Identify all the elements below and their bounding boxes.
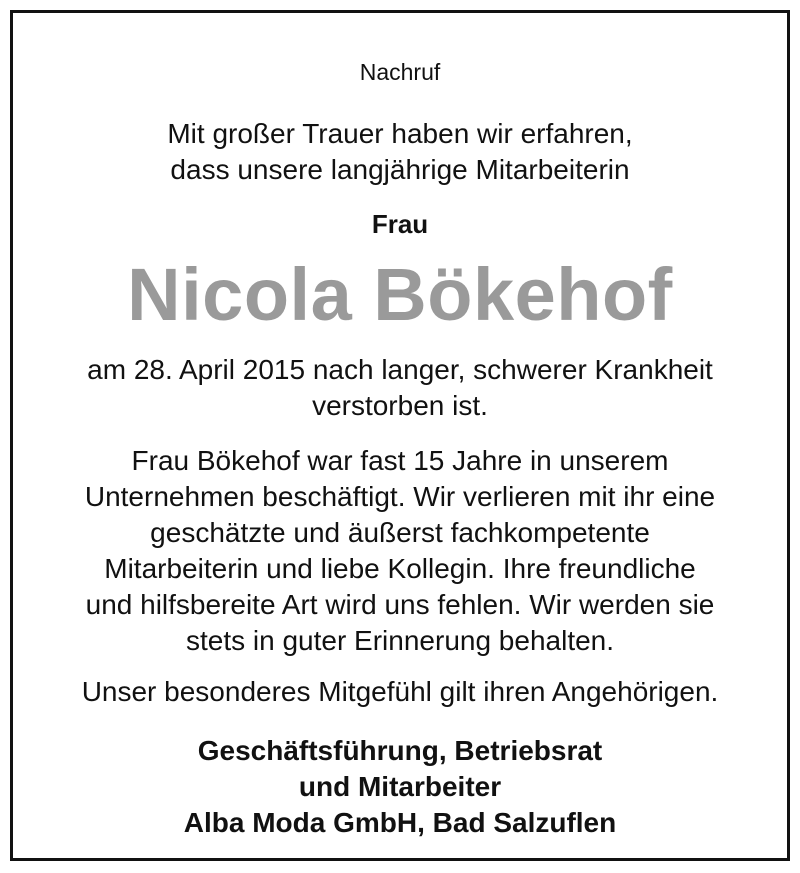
signature-line: Geschäftsführung, Betriebsrat	[197, 735, 603, 766]
obituary-frame	[10, 10, 790, 861]
date-line: am 28. April 2015 nach langer, schwerer Krankheit	[87, 354, 713, 385]
tribute-line: Unternehmen beschäftigt. Wir verlieren mit ihr eine	[84, 481, 716, 512]
date-line: verstorben ist.	[312, 390, 488, 421]
intro-line: dass unsere langjährige Mitarbeiterin	[170, 154, 630, 185]
intro-line: Mit großer Trauer haben wir erfahren,	[167, 118, 633, 149]
signature-block	[13, 733, 787, 841]
date-of-death-text	[13, 352, 787, 424]
salutation: Frau	[371, 209, 429, 239]
tribute-line: und hilfsbereite Art wird uns fehlen. Wir werden sie	[85, 589, 715, 620]
tribute-line: Mitarbeiterin und liebe Kollegin. Ihre freundliche	[104, 553, 696, 584]
signature-line: und Mitarbeiter	[298, 771, 502, 802]
tribute-line: stets in guter Erinnerung behalten.	[185, 625, 615, 656]
tribute-text	[13, 443, 787, 659]
tribute-line: geschätzte und äußerst fachkompetente	[150, 517, 650, 548]
deceased-name: Nicola Bökehof	[127, 253, 673, 336]
intro-text	[13, 116, 787, 188]
notice-kicker: Nachruf	[359, 59, 441, 85]
tribute-line: Frau Bökehof war fast 15 Jahre in unserem	[131, 445, 669, 476]
condolence-text: Unser besonderes Mitgefühl gilt ihren Angehörigen.	[81, 676, 719, 707]
signature-line: Alba Moda GmbH, Bad Salzuflen	[183, 807, 617, 838]
